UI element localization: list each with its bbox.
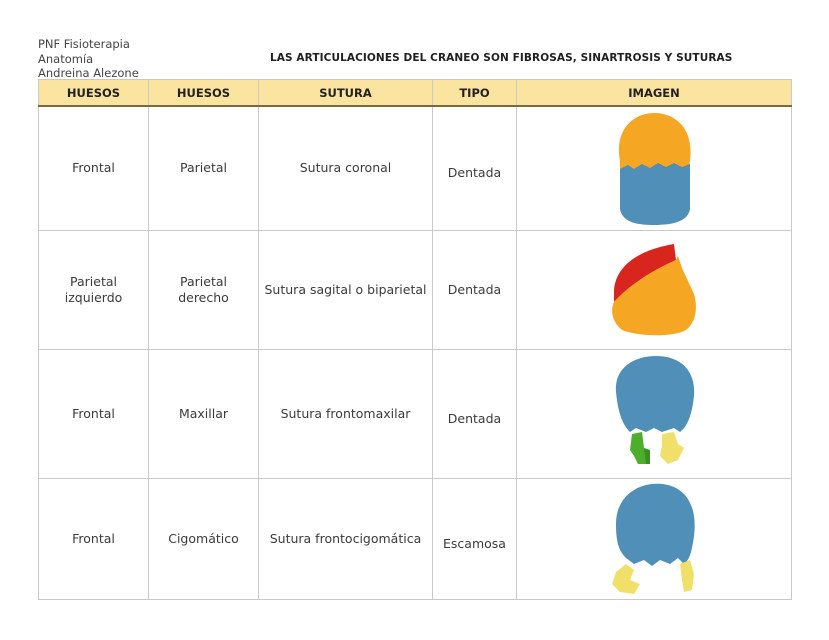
column-header-imagen: IMAGEN: [517, 80, 792, 107]
sutures-table: [38, 79, 792, 600]
skull-sagittal-icon: [602, 238, 706, 342]
table-row: [39, 230, 792, 349]
table-header-row: [39, 80, 792, 107]
cell-sutura: Sutura frontocigomática: [259, 478, 433, 599]
cell-sutura: Sutura coronal: [259, 106, 433, 230]
header-line-author: Andreina Alezone: [38, 66, 139, 80]
column-header-huesos-1: HUESOS: [39, 80, 149, 107]
column-header-huesos-2: HUESOS: [149, 80, 259, 107]
cell-hueso-1: Parietal izquierdo: [39, 230, 149, 349]
header-line-subject: Anatomía: [38, 51, 94, 66]
cell-tipo: Dentada: [433, 349, 517, 478]
skull-frontozygomatic-icon: [604, 480, 704, 598]
cell-tipo: Escamosa: [433, 478, 517, 599]
column-header-tipo: TIPO: [433, 80, 517, 107]
document-title: LAS ARTICULACIONES DEL CRANEO SON FIBROSAS, SINARTROSIS Y SUTURAS: [270, 52, 733, 64]
cell-hueso-2: Maxillar: [149, 349, 259, 478]
cell-sutura: Sutura sagital o biparietal: [259, 230, 433, 349]
cell-hueso-1: Frontal: [39, 478, 149, 599]
cell-hueso-2: Cigomático: [149, 478, 259, 599]
cell-hueso-1: Frontal: [39, 106, 149, 230]
cell-hueso-2: Parietal: [149, 106, 259, 230]
cell-hueso-1: Frontal: [39, 349, 149, 478]
column-header-sutura: SUTURA: [259, 80, 433, 107]
cell-sutura: Sutura frontomaxilar: [259, 349, 433, 478]
cell-imagen: [517, 478, 792, 599]
cell-tipo: Dentada: [433, 106, 517, 230]
cell-imagen: [517, 106, 792, 230]
cell-imagen: [517, 349, 792, 478]
header-line-program: PNF Fisioterapia: [38, 37, 130, 51]
table-row: [39, 349, 792, 478]
skull-frontomaxillary-icon: [604, 352, 704, 476]
table-row: [39, 106, 792, 230]
cell-tipo: Dentada: [433, 230, 517, 349]
cell-imagen: [517, 230, 792, 349]
document-header: [38, 37, 139, 81]
table-row: [39, 478, 792, 599]
skull-coronal-icon: [604, 109, 704, 227]
cell-hueso-2: Parietal derecho: [149, 230, 259, 349]
